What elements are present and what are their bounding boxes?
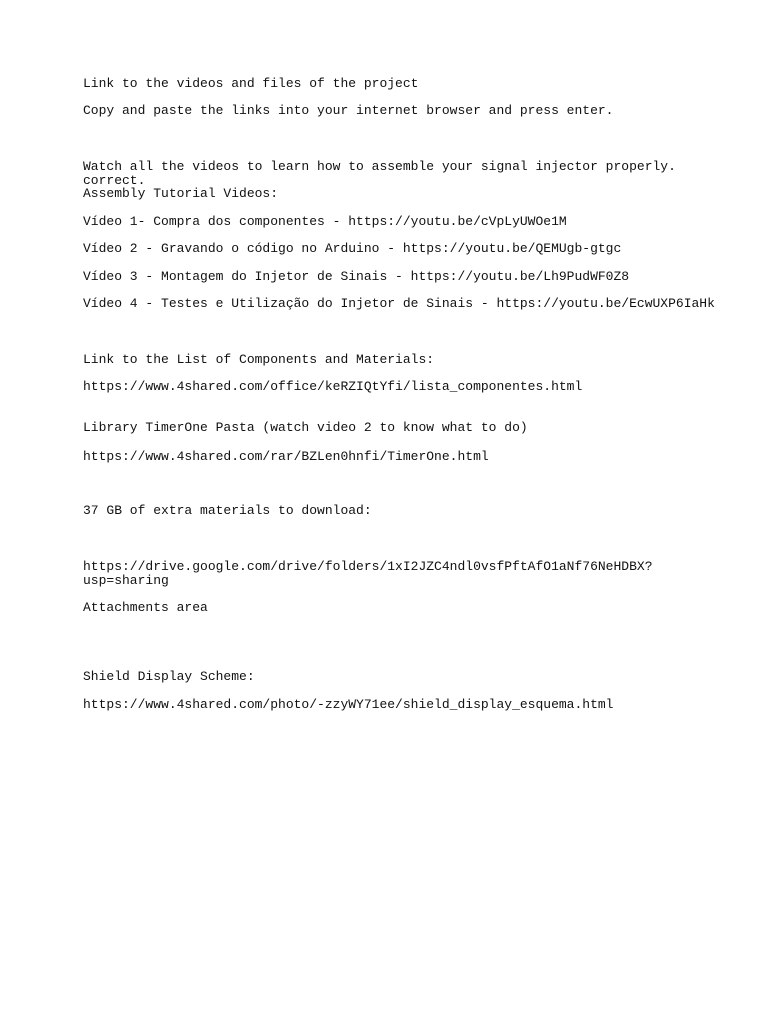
video-link-2: Vídeo 2 - Gravando o código no Arduino - https://youtu.be/QEMUgb-gtgc	[83, 241, 622, 256]
video-link-1: Vídeo 1- Compra dos componentes - https://youtu.be/cVpLyUWOe1M	[83, 214, 567, 229]
document-heading: Link to the videos and files of the project	[83, 76, 419, 91]
watch-instruction-line-1: Watch all the videos to learn how to assemble your signal injector properly.	[83, 159, 676, 174]
shield-heading: Shield Display Scheme:	[83, 669, 255, 684]
video-link-4: Vídeo 4 - Testes e Utilização do Injetor de Sinais - https://youtu.be/EcwUXP6IaHk	[83, 296, 715, 311]
extra-materials-link-line-1: https://drive.google.com/drive/folders/1xI2JZC4ndl0vsfPftAfO1aNf76NeHDBX?	[83, 559, 653, 574]
copy-instruction: Copy and paste the links into your internet browser and press enter.	[83, 103, 614, 118]
library-heading: Library TimerOne Pasta (watch video 2 to know what to do)	[83, 420, 528, 435]
video-link-3: Vídeo 3 - Montagem do Injetor de Sinais - https://youtu.be/Lh9PudWF0Z8	[83, 269, 630, 284]
extra-materials-link-line-2: usp=sharing	[83, 573, 169, 588]
attachments-label: Attachments area	[83, 600, 208, 615]
components-heading: Link to the List of Components and Materials:	[83, 352, 435, 367]
extra-materials-heading: 37 GB of extra materials to download:	[83, 503, 372, 518]
watch-instruction-line-2: correct.	[83, 173, 146, 188]
watch-instruction	[83, 132, 676, 216]
tutorials-heading: Assembly Tutorial Videos:	[83, 186, 279, 201]
shield-link: https://www.4shared.com/photo/-zzyWY71ee/shield_display_esquema.html	[83, 697, 614, 712]
components-link: https://www.4shared.com/office/keRZIQtYfi/lista_componentes.html	[83, 379, 583, 394]
library-link: https://www.4shared.com/rar/BZLen0hnfi/TimerOne.html	[83, 449, 489, 464]
